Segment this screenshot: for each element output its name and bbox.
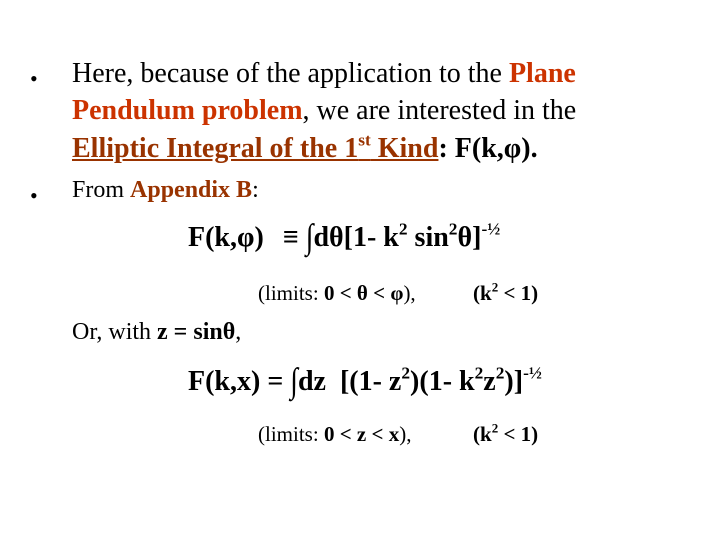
bullet-marker-1: • <box>30 66 38 91</box>
limits-value-2: 0 < z < x <box>323 422 400 446</box>
bullet-2-line <box>72 177 259 204</box>
equation-1-lhs: F(k,φ) <box>188 222 264 253</box>
equation-1-condition: $(k^2 < 1)$ <box>473 279 539 305</box>
substitution-expression: z = sinθ <box>157 319 236 345</box>
equation-1-limits <box>258 281 416 306</box>
equation-2-limits <box>258 422 411 447</box>
integral-symbol: ∫ <box>305 218 314 257</box>
substitution-prefix: Or, with <box>72 319 158 345</box>
equation-2-condition: $(k^2 < 1)$ <box>473 420 539 446</box>
equation-1-integrand: dθ[1- $k^2$ $\sin^2\theta]^{-\frac{1}{2}}$ <box>313 219 501 253</box>
bullet-1-line-2 <box>72 95 576 127</box>
bullet-2-text: From <box>72 177 131 203</box>
limits-close-2: ), <box>399 422 412 446</box>
bullet-1-text-2: , we are interested in the <box>302 95 577 126</box>
limits-close: ), <box>403 281 416 305</box>
substitution-comma: , <box>235 319 242 345</box>
limits-label-2: (limits: <box>258 422 324 446</box>
equation-1 <box>188 218 501 257</box>
elliptic-integral-link: Elliptic Integral of the 1st Kind <box>72 130 439 164</box>
equiv-symbol: ≡ <box>282 222 299 253</box>
highlight-pendulum-problem: Pendulum problem <box>72 95 303 126</box>
highlight-plane: Plane <box>508 58 576 89</box>
bullet-1-line-1 <box>72 58 576 90</box>
function-name: : F(k,φ). <box>438 133 538 164</box>
bullet-2-colon: : <box>252 177 259 203</box>
limits-label: (limits: <box>258 281 324 305</box>
integral-symbol-2: ∫ <box>290 362 298 401</box>
substitution-line <box>72 319 241 346</box>
equation-2-lhs: F(k,x) = <box>188 366 284 397</box>
bullet-marker-2: • <box>30 183 38 208</box>
bullet-1-line-3 <box>72 130 538 165</box>
appendix-b-highlight: Appendix B <box>130 177 253 203</box>
equation-2 <box>188 362 542 401</box>
equation-2-integrand: dz [(1- $z^2)(1-$ $k^2z^2)]^{-\frac{1}{2}}$ <box>297 363 542 397</box>
bullet-1-text: Here, because of the application to the <box>72 58 509 89</box>
limits-value: 0 < θ < φ <box>323 281 404 305</box>
